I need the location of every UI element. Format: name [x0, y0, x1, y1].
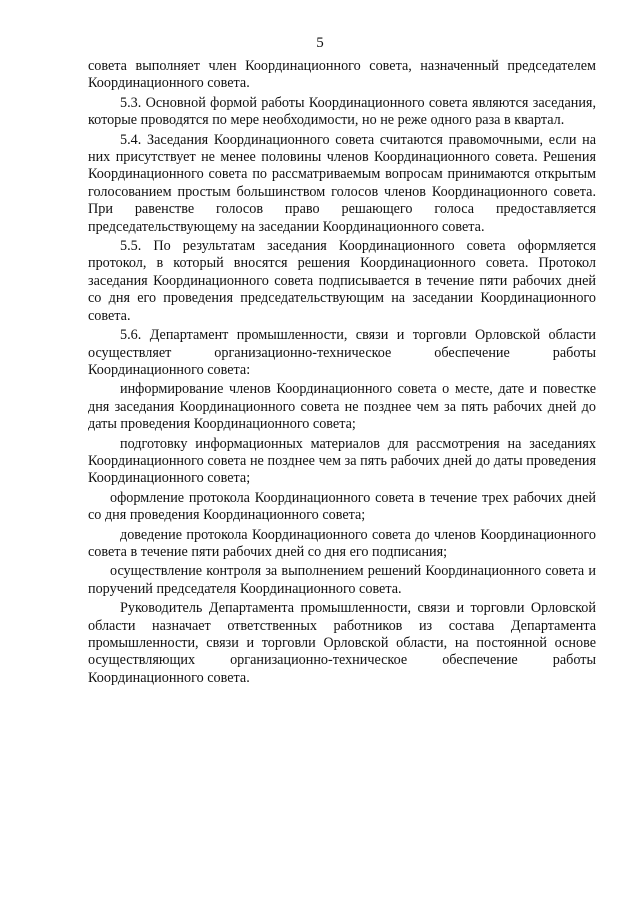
paragraph-5-3: 5.3. Основной формой работы Координационного совета являются заседания, которые проводятся по мере необходимости, но не реже одного раза в квартал. [88, 94, 596, 129]
paragraph-5-5: 5.5. По результатам заседания Координационного совета оформляется протокол, в который вносятся решения Координационного совета. Протокол заседания Координационного совета подписывается в течение пяти рабочих дней со дня его проведения председательствующим на заседании Координационного совета. [88, 238, 596, 324]
list-item-protocol: оформление протокола Координационного совета в течение трех рабочих дней со дня проведения Координационного совета; [88, 489, 596, 524]
list-item-delivery: доведение протокола Координационного совета до членов Координационного совета в течение пяти рабочих дней со дня его подписания; [88, 526, 596, 560]
paragraph-5-4: 5.4. Заседания Координационного совета считаются правомочными, если на них присутствует не менее половины членов Координационного совета. Решения Координационного совета по рассматриваемым вопросам принимаются открытым голосованием простым большинством голосов членов Координационного совета. При равенстве голосов право решающего голоса предоставляется председательствующему на заседании Координационного совета. [88, 131, 596, 235]
document-body [88, 58, 596, 687]
list-item-preparation: подготовку информационных материалов для рассмотрения на заседаниях Координационного совета не позднее чем за пять рабочих дней до даты проведения Координационного совета; [88, 435, 596, 487]
page-number: 5 [316, 35, 324, 51]
paragraph-5-6: 5.6. Департамент промышленности, связи и торговли Орловской области осуществляет организационно-техническое обеспечение работы Координационного совета: [88, 327, 596, 378]
list-item-control: осуществление контроля за выполнением решений Координационного совета и поручений председателя Координационного совета. [88, 563, 596, 597]
paragraph-head-appoints: Руководитель Департамента промышленности, связи и торговли Орловской области назначает ответственных работников из состава Департамента промышленности, связи и торговли Орловской области, на постоянной основе осуществляющих организационно-техническое обеспечение работы Координационного совета. [88, 600, 596, 686]
list-item-informing: информирование членов Координационного совета о месте, дате и повестке дня заседания Координационного совета не позднее чем за пять рабочих дней до даты проведения Координационного совета; [88, 381, 596, 433]
paragraph-continuation: совета выполняет член Координационного совета, назначенный председателем Координационного совета. [88, 58, 596, 92]
